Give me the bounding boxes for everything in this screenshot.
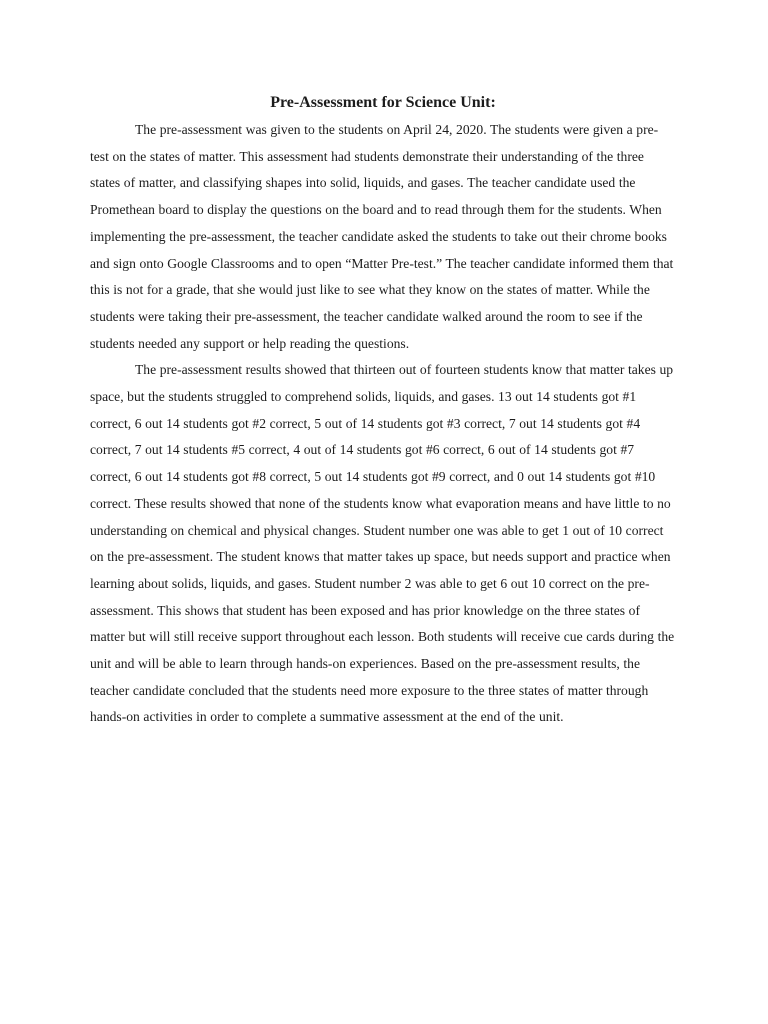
paragraph-pre-assessment-description: The pre-assessment was given to the students on April 24, 2020. The students were given a pre-test on the states of matter. This assessment had students demonstrate their understanding of the three states of matter, and classifying shapes into solid, liquids, and gases. The teacher candidate used the Promethean board to display the questions on the board and to read through them for the students. When implementing the pre-assessment, the teacher candidate asked the students to take out their chrome books and sign onto Google Classrooms and to open “Matter Pre-test.” The teacher candidate informed them that this is not for a grade, that she would just like to see what they know on the states of matter. While the students were taking their pre-assessment, the teacher candidate walked around the room to see if the students needed any support or help reading the questions.	[90, 122, 674, 351]
document-body	[90, 92, 676, 731]
document-title: Pre-Assessment for Science Unit:	[270, 94, 496, 111]
paragraph-pre-assessment-results: The pre-assessment results showed that thirteen out of fourteen students know that matter takes up space, but the students struggled to comprehend solids, liquids, and gases. 13 out 14 students got #1 correct, 6 out 14 students got #2 correct, 5 out of 14 students got #3 correct, 7 out 14 students got #4 correct, 7 out 14 students #5 correct, 4 out of 14 students got #6 correct, 6 out of 14 students got #7 correct, 6 out 14 students got #8 correct, 5 out 14 students got #9 correct, and 0 out 14 students got #10 correct. These results showed that none of the students know what evaporation means and have little to no understanding on chemical and physical changes. Student number one was able to get 1 out of 10 correct on the pre-assessment. The student knows that matter takes up space, but needs support and practice when learning about solids, liquids, and gases. Student number 2 was able to get 6 out 10 correct on the pre-assessment. This shows that student has been exposed and has prior knowledge on the three states of matter but will still receive support throughout each lesson. Both students will receive cue cards during the unit and will be able to learn through hands-on experiences. Based on the pre-assessment results, the teacher candidate concluded that the students need more exposure to the three states of matter through hands-on activities in order to complete a summative assessment at the end of the unit.	[90, 362, 675, 725]
